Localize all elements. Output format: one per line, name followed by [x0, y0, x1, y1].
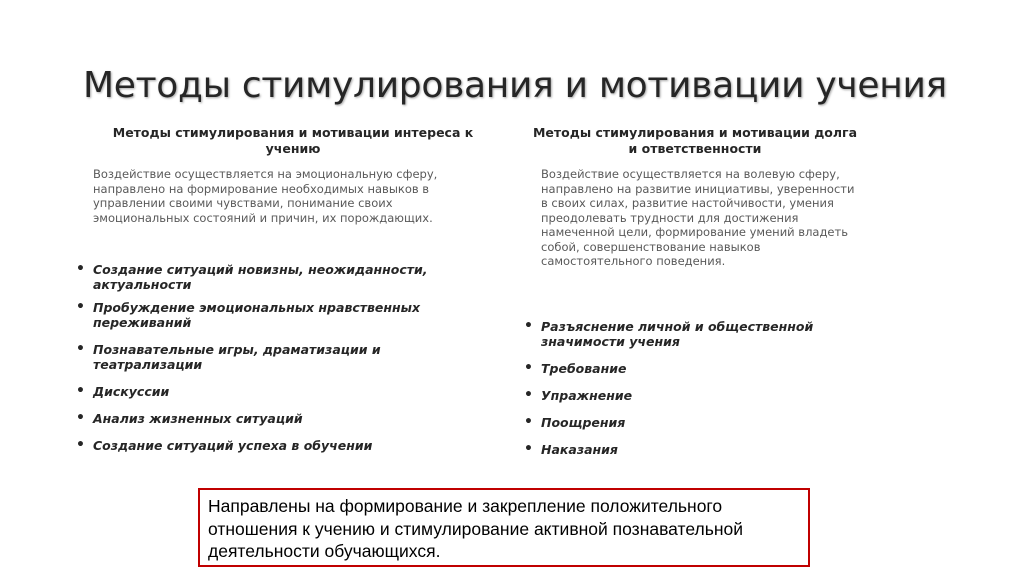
right-methods-list	[524, 319, 854, 457]
list-item	[76, 411, 476, 426]
right-column-description: Воздействие осуществляется на волевую сферу, направлено на развитие инициативы, уверенности в своих силах, развитие настойчивости, умения преодолевать трудности для достижения намеченной цели, формирование умений владеть собой, совершенствование навыков самостоятельного поведения.	[541, 167, 855, 268]
summary-note-box	[198, 488, 810, 567]
slide-title: Методы стимулирования и мотивации учения	[83, 65, 947, 106]
list-item	[76, 438, 476, 453]
list-item	[524, 319, 854, 349]
list-item	[524, 415, 854, 430]
list-item	[524, 388, 854, 403]
list-item-label: Упражнение	[541, 388, 633, 403]
left-column-heading: Методы стимулирования и мотивации интереса к учению	[112, 125, 474, 156]
list-item-label: Разъяснение личной и общественной значимости учения	[541, 319, 814, 349]
bullet-icon: •	[76, 261, 85, 277]
list-item-label: Требование	[541, 361, 627, 376]
list-item-label: Создание ситуаций успеха в обучении	[93, 438, 373, 453]
list-item-label: Анализ жизненных ситуаций	[93, 411, 303, 426]
list-item-label: Наказания	[541, 442, 618, 457]
list-item-label: Создание ситуаций новизны, неожиданности, актуальности	[93, 262, 428, 292]
bullet-icon: •	[76, 437, 85, 453]
bullet-icon: •	[524, 318, 533, 334]
bullet-icon: •	[524, 414, 533, 430]
bullet-icon: •	[524, 360, 533, 376]
list-item	[76, 384, 476, 399]
right-column-heading: Методы стимулирования и мотивации долга и ответственности	[532, 125, 858, 156]
left-column-description: Воздействие осуществляется на эмоциональную сферу, направлено на формирование необходимых навыков в управлении своими чувствами, понимание своих эмоциональных состояний и причин, их порождающих.	[93, 167, 438, 225]
left-methods-list	[76, 262, 476, 453]
bullet-icon: •	[524, 387, 533, 403]
bullet-icon: •	[524, 441, 533, 457]
bullet-icon: •	[76, 341, 85, 357]
list-item-label: Дискуссии	[93, 384, 170, 399]
list-item	[524, 442, 854, 457]
list-item	[76, 342, 476, 372]
list-item-label: Познавательные игры, драматизации и театрализации	[93, 342, 381, 372]
list-item-label: Поощрения	[541, 415, 626, 430]
list-item-label: Пробуждение эмоциональных нравственных переживаний	[93, 300, 421, 330]
bullet-icon: •	[76, 299, 85, 315]
list-item	[524, 361, 854, 376]
bullet-icon: •	[76, 410, 85, 426]
list-item	[76, 300, 476, 330]
summary-note-text: Направлены на формирование и закрепление положительного отношения к учению и стимулирование активной познавательной деятельности обучающихся.	[208, 496, 744, 561]
bullet-icon: •	[76, 383, 85, 399]
list-item	[76, 262, 476, 292]
